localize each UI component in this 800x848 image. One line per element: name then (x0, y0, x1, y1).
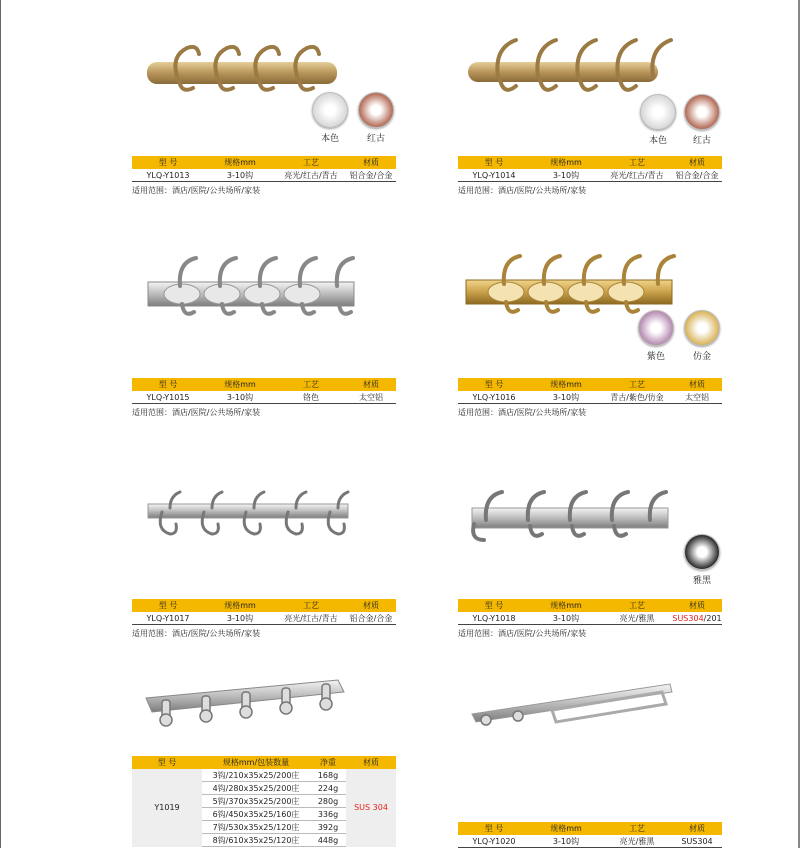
cell-process: 亮光/红古/青古 (276, 612, 346, 625)
swatch-1-label: 红古 (692, 136, 711, 146)
swatch-1 (682, 94, 722, 146)
hook-rack-chrome-image (132, 252, 362, 322)
cell-spec: 3-10钩 (530, 612, 602, 625)
swatch-0 (310, 92, 350, 144)
header-spec: 规格mm/包装数量 (202, 756, 310, 769)
swatch-1-label: 红古 (366, 134, 385, 144)
cell-material: 铝合金/合金 (346, 612, 396, 625)
spec-table (132, 156, 396, 182)
header-spec: 规格mm (530, 599, 602, 612)
cell-process: 亮光/红古/青古 (602, 169, 672, 182)
cell-spec: 6钩/450x35x25/160庄 (202, 808, 310, 821)
header-spec: 规格mm (530, 156, 602, 169)
y1020-spec-table (458, 822, 722, 848)
header-spec: 规格mm (530, 822, 602, 835)
cell-spec: 5钩/370x35x25/200庄 (202, 795, 310, 808)
swatch-1-icon (684, 310, 720, 346)
header-spec: 规格mm (530, 378, 602, 391)
header-process: 工艺 (602, 822, 672, 835)
material-red: SUS304 (672, 613, 704, 623)
scope-text: 适用范围：酒店/医院/公共场所/家装 (458, 408, 587, 417)
swatch-0-label: 本色 (648, 136, 667, 146)
scope-text: 适用范围：酒店/医院/公共场所/家装 (132, 629, 261, 638)
cell-process: 铬色 (276, 391, 346, 404)
cell-material: SUS 304 (346, 769, 396, 847)
product-y1018 (458, 480, 728, 646)
header-model: 型 号 (458, 156, 530, 169)
swatch-0-icon (684, 534, 720, 570)
cell-spec: 3-10钩 (530, 391, 602, 404)
scope-text: 适用范围：酒店/医院/公共场所/家装 (132, 408, 261, 417)
header-spec: 规格mm (204, 378, 276, 391)
cell-material: SUS304 (672, 835, 722, 848)
swatch-1-label: 仿金 (692, 352, 711, 362)
hook-rail-chrome-image (138, 672, 358, 732)
cell-spec: 3-10钩 (530, 835, 602, 848)
product-y1014 (458, 34, 728, 204)
cell-weight: 392g (310, 821, 346, 834)
header-material: 材质 (346, 756, 396, 769)
cell-process: 亮光/雅黑 (602, 612, 672, 625)
hook-rack-gold-image (132, 38, 352, 98)
hook-rack-chrome-image (132, 486, 362, 542)
swatch-0 (682, 534, 722, 586)
cell-material: 铝合金/合金 (672, 169, 722, 182)
cell-model: Y1019 (132, 769, 202, 847)
cell-weight: 224g (310, 782, 346, 795)
cell-spec: 7钩/530x35x25/120庄 (202, 821, 310, 834)
cell-material (672, 612, 722, 625)
cell-model: YLQ-Y1020 (458, 835, 530, 848)
header-process: 工艺 (276, 156, 346, 169)
product-y1016 (458, 248, 728, 418)
header-model: 型 号 (132, 599, 204, 612)
spec-table (458, 156, 722, 182)
hook-rack-chrome-image (458, 480, 688, 544)
header-process: 工艺 (602, 378, 672, 391)
header-material: 材质 (672, 156, 722, 169)
header-model: 型 号 (458, 822, 530, 835)
page-left-border (0, 0, 1, 848)
scope-text: 适用范围：酒店/医院/公共场所/家装 (132, 186, 261, 195)
swatch-1-icon (684, 94, 720, 130)
spec-table (458, 599, 722, 625)
cell-spec: 4钩/280x35x25/200庄 (202, 782, 310, 795)
cell-spec: 8钩/610x35x25/120庄 (202, 834, 310, 847)
swatch-0 (636, 310, 676, 362)
product-y1013 (132, 38, 402, 208)
header-process: 工艺 (602, 156, 672, 169)
header-material: 材质 (346, 156, 396, 169)
cell-weight: 280g (310, 795, 346, 808)
cell-spec: 3-10钩 (204, 169, 276, 182)
cell-model: YLQ-Y1014 (458, 169, 530, 182)
cell-model: YLQ-Y1017 (132, 612, 204, 625)
header-model: 型 号 (132, 756, 202, 769)
cell-weight: 168g (310, 769, 346, 782)
swatch-0-label: 雅黑 (692, 576, 711, 586)
cell-weight: 448g (310, 834, 346, 847)
swatch-0-label: 本色 (320, 134, 339, 144)
product-y1015 (132, 252, 402, 422)
y1019-table (132, 756, 396, 847)
swatch-0 (638, 94, 678, 146)
cell-material: 铝合金/合金 (346, 169, 396, 182)
header-material: 材质 (672, 599, 722, 612)
header-material: 材质 (346, 599, 396, 612)
towel-rail-hooks-image (462, 676, 682, 736)
cell-model: YLQ-Y1015 (132, 391, 204, 404)
swatch-1 (682, 310, 722, 362)
cell-process: 青古/紫色/仿金 (602, 391, 672, 404)
product-y1017 (132, 486, 402, 646)
cell-spec: 3-10钩 (204, 612, 276, 625)
cell-model: YLQ-Y1013 (132, 169, 204, 182)
header-model: 型 号 (132, 378, 204, 391)
scope-text: 适用范围：酒店/医院/公共场所/家装 (458, 629, 587, 638)
header-weight: 净重 (310, 756, 346, 769)
header-spec: 规格mm (204, 156, 276, 169)
cell-material: 太空铝 (346, 391, 396, 404)
swatch-1 (356, 92, 396, 144)
header-model: 型 号 (458, 599, 530, 612)
header-material: 材质 (672, 378, 722, 391)
cell-spec: 3-10钩 (530, 169, 602, 182)
swatch-0-label: 紫色 (646, 352, 665, 362)
header-spec: 规格mm (204, 599, 276, 612)
cell-spec: 3钩/210x35x25/200庄 (202, 769, 310, 782)
cell-weight: 336g (310, 808, 346, 821)
cell-material: 太空铝 (672, 391, 722, 404)
swatch-1-icon (358, 92, 394, 128)
cell-model: YLQ-Y1018 (458, 612, 530, 625)
swatch-0-icon (312, 92, 348, 128)
hook-rack-gold-image (458, 34, 678, 98)
swatch-0-icon (640, 94, 676, 130)
cell-spec: 3-10钩 (204, 391, 276, 404)
spec-table (132, 599, 396, 625)
scope-text: 适用范围：酒店/医院/公共场所/家装 (458, 186, 587, 195)
material-rest: /201 (703, 613, 722, 623)
cell-process: 亮光/雅黑 (602, 835, 672, 848)
header-process: 工艺 (276, 599, 346, 612)
cell-model: YLQ-Y1016 (458, 391, 530, 404)
header-model: 型 号 (132, 156, 204, 169)
header-process: 工艺 (602, 599, 672, 612)
header-material: 材质 (346, 378, 396, 391)
header-model: 型 号 (458, 378, 530, 391)
header-material: 材质 (672, 822, 722, 835)
cell-process: 亮光/红古/青古 (276, 169, 346, 182)
header-process: 工艺 (276, 378, 346, 391)
spec-table (132, 378, 396, 404)
spec-table (458, 378, 722, 404)
swatch-0-icon (638, 310, 674, 346)
